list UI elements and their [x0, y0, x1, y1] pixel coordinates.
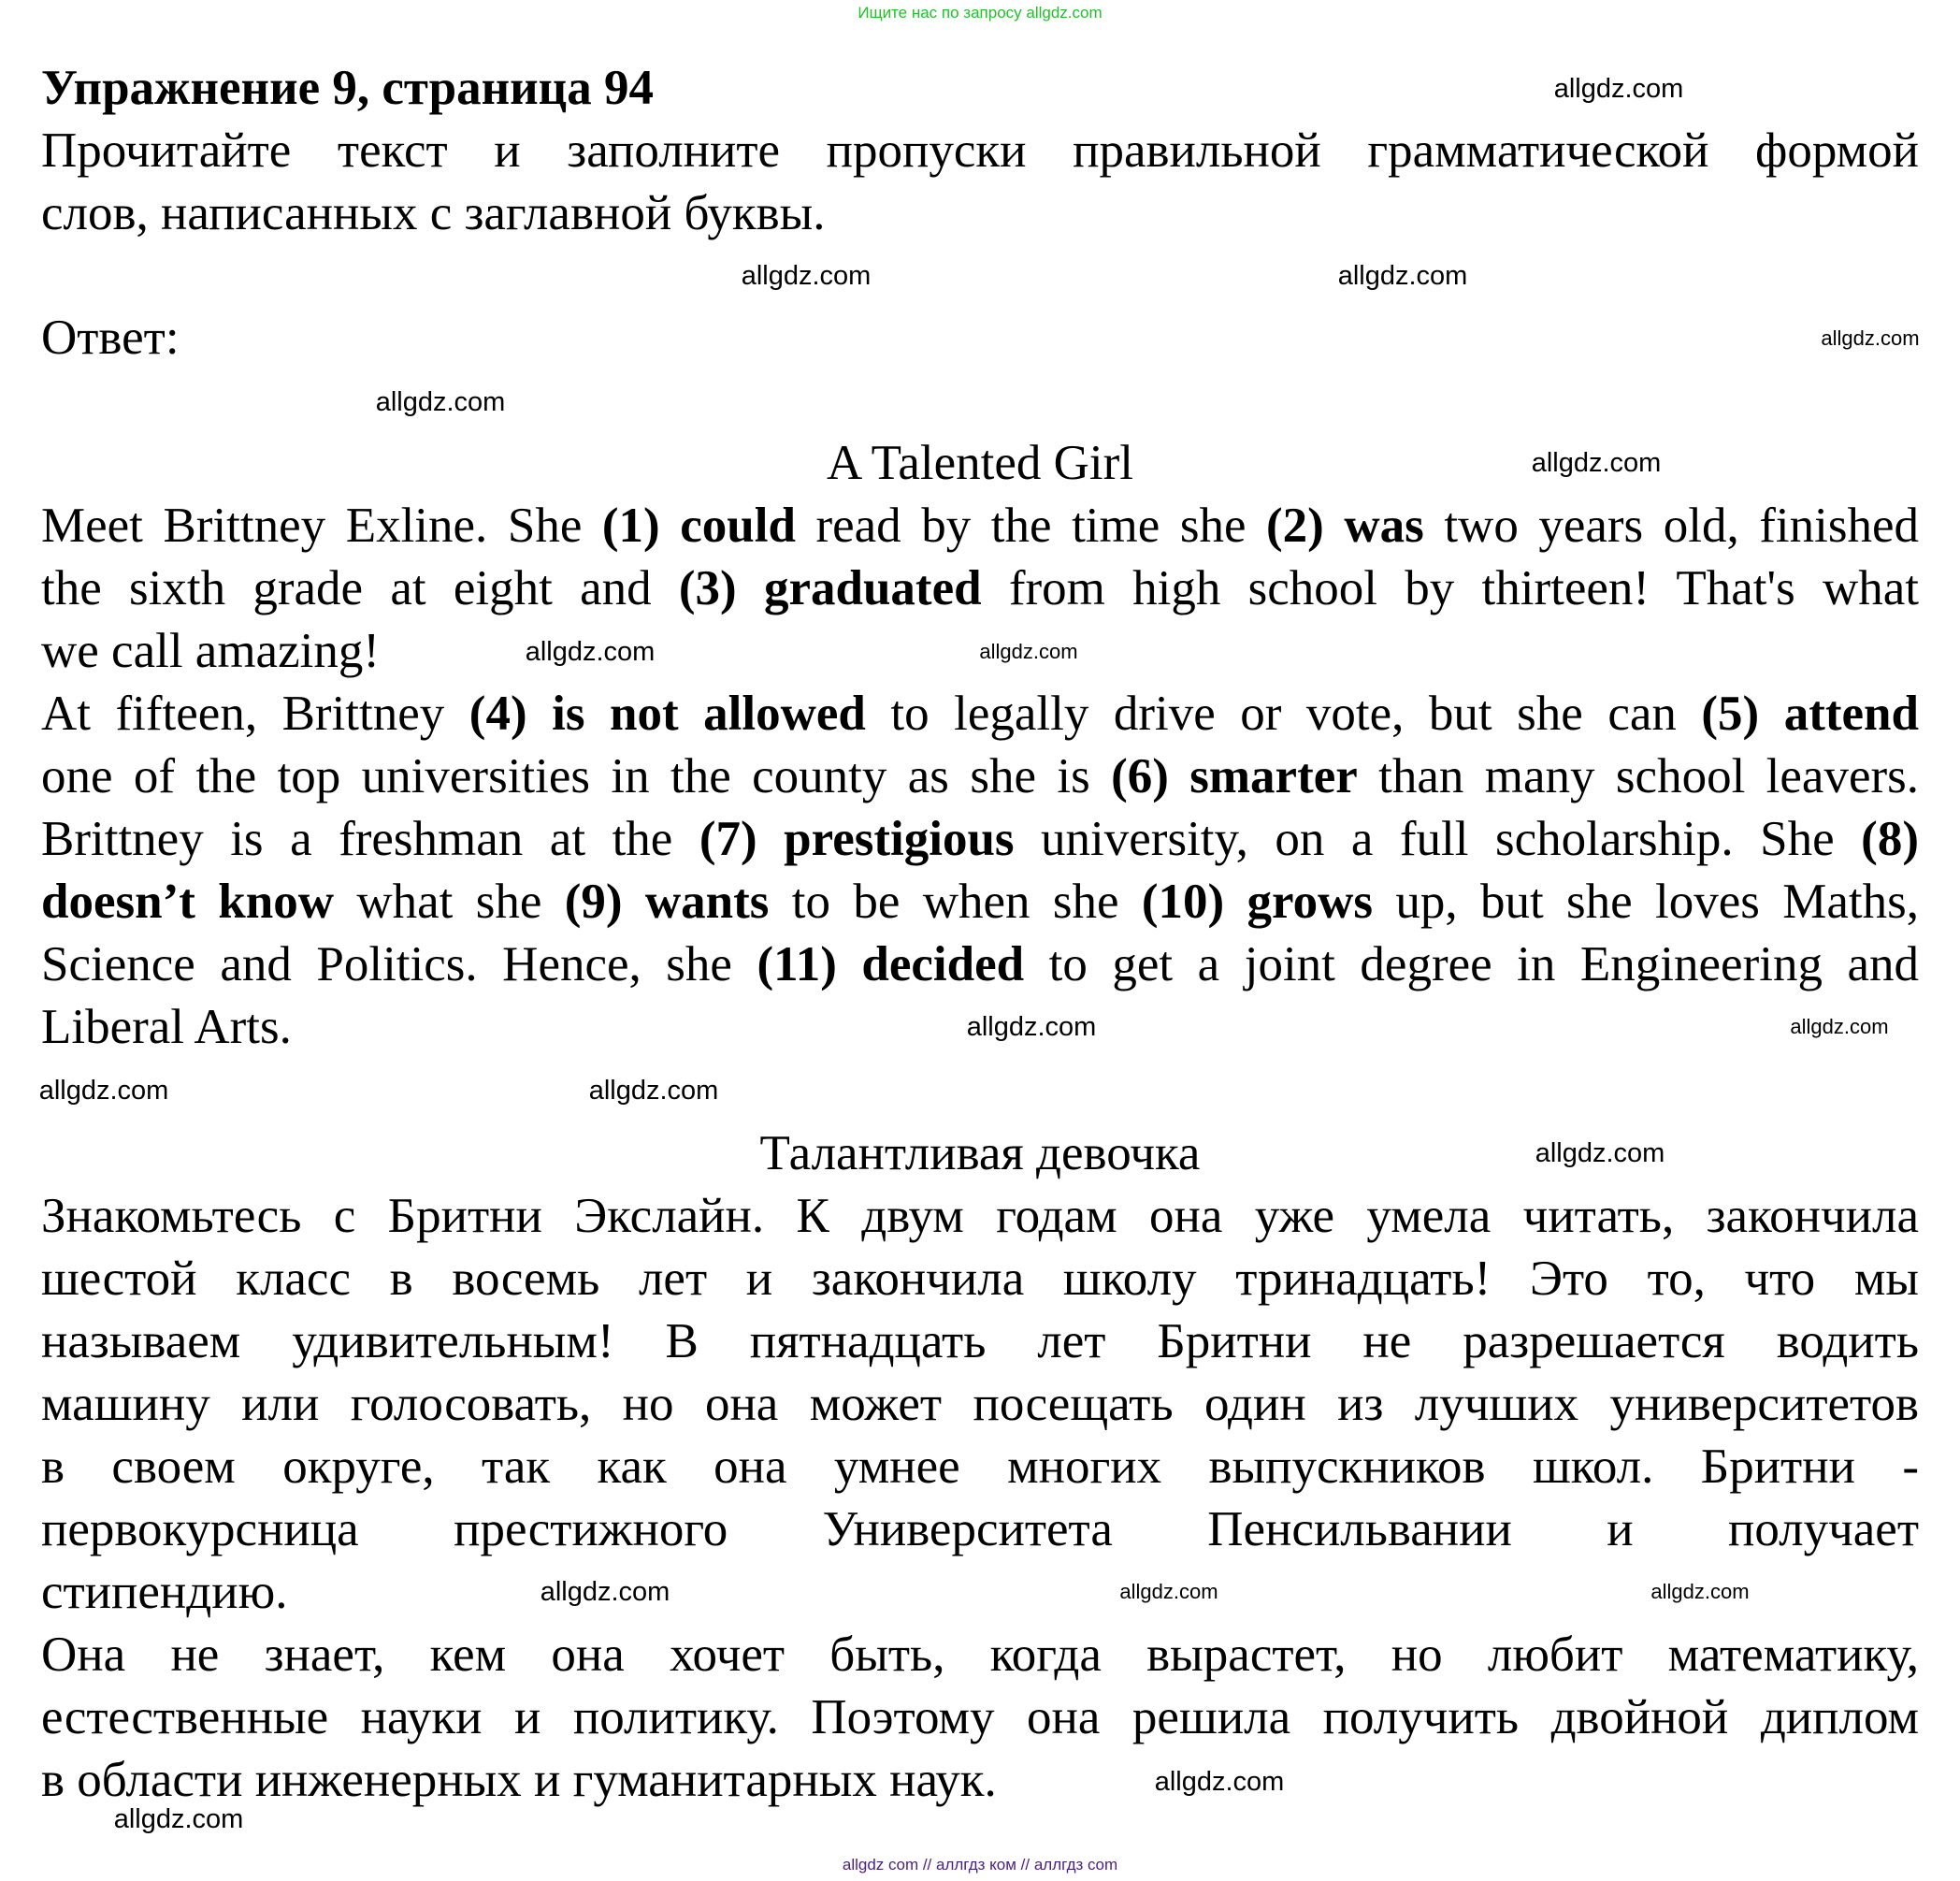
text-segment: Brittney is a freshman at the — [41, 812, 699, 866]
translation-line: Знакомьтесь с Бритни Экслайн. К двум годам она уже умела читать, закончила — [41, 1189, 1919, 1243]
answer-word: (11) decided — [757, 937, 1025, 991]
text-segment: to get a joint degree in Engineering and — [1024, 937, 1920, 991]
answer-label-block — [41, 307, 1919, 369]
bottom-banner[interactable]: allgdz com // аллгдз ком // аллгдз com — [842, 1856, 1118, 1874]
text-line — [41, 745, 1919, 808]
text-segment: what she — [333, 875, 565, 929]
instruction-line: Прочитайте текст и заполните пропуски правильной грамматической формой — [41, 123, 1919, 178]
text-segment: than many school leavers. — [1357, 749, 1920, 803]
answer-word: (5) attend — [1701, 687, 1919, 741]
translation-line: стипендию. — [41, 1565, 288, 1619]
watermark: allgdz.com — [38, 1076, 169, 1106]
text-line — [41, 933, 1919, 996]
answer-label: Ответ: — [41, 311, 180, 365]
exercise-title: Упражнение 9, страница 94 — [41, 61, 654, 115]
text-segment: Meet Brittney Exline. She — [41, 499, 602, 553]
answer-word: (8) — [1861, 812, 1919, 866]
watermark: allgdz.com — [741, 261, 872, 291]
translation-line: называем удивительным! В пятнадцать лет Бритни не разрешается водить — [41, 1314, 1919, 1368]
watermark: allgdz.com — [1790, 1015, 1889, 1038]
translation-line: в своем округе, так как она умнее многих выпускников школ. Бритни - — [41, 1440, 1919, 1494]
watermark: allgdz.com — [1650, 1580, 1750, 1603]
answer-word: (4) is not allowed — [468, 687, 866, 741]
translation-line: в области инженерных и гуманитарных наук. — [41, 1753, 997, 1807]
answer-word: (3) graduated — [678, 561, 982, 615]
answer-word: (9) wants — [564, 875, 770, 929]
watermark: allgdz.com — [113, 1804, 244, 1834]
translation-line: шестой класс в восемь лет и закончила школу тринадцать! Это то, что мы — [41, 1252, 1919, 1306]
text-segment: read by the time she — [795, 499, 1267, 553]
watermark: allgdz.com — [1154, 1767, 1285, 1797]
translation-line: первокурсница престижного Университета Пенсильвании и получает — [41, 1502, 1919, 1556]
answer-word: doesn’t know — [41, 875, 334, 929]
answer-word: (10) grows — [1141, 875, 1373, 929]
text-line — [41, 557, 1919, 620]
watermark: allgdz.com — [588, 1076, 719, 1106]
watermark: allgdz.com — [1553, 74, 1684, 104]
translation-line: Она не знает, кем она хочет быть, когда вырастет, но любит математику, — [41, 1628, 1919, 1682]
text-segment: to legally drive or vote, but she can — [865, 687, 1702, 741]
text-line — [41, 871, 1919, 933]
text-segment: one of the top universities in the county as she is — [41, 749, 1112, 803]
top-search-banner[interactable]: Ищите нас по запросу allgdz.com — [858, 4, 1102, 22]
text-segment: up, but she loves Maths, — [1373, 875, 1920, 929]
text-line — [41, 808, 1919, 871]
answer-word: (6) smarter — [1111, 749, 1358, 803]
translation-line: естественные науки и политику. Поэтому она решила получить двойной диплом — [41, 1690, 1919, 1744]
text-segment: from high school by thirteen! That's what — [981, 561, 1919, 615]
answer-word: (7) prestigious — [699, 812, 1015, 866]
text-line — [41, 495, 1919, 557]
watermark: allgdz.com — [1119, 1580, 1218, 1603]
watermark: allgdz.com — [1337, 261, 1468, 291]
text-segment: Liberal Arts. — [41, 1000, 292, 1054]
text-segment: to be when she — [769, 875, 1142, 929]
text-line — [41, 683, 1919, 745]
text-segment: we call amazing! — [41, 624, 380, 678]
watermark: allgdz.com — [979, 640, 1078, 663]
instruction-line: слов, написанных с заглавной буквы. — [41, 186, 826, 240]
watermark: allgdz.com — [1821, 326, 1920, 350]
english-title: A Talented Girl — [827, 436, 1133, 490]
text-segment: Science and Politics. Hence, she — [41, 937, 757, 991]
russian-translation — [41, 1122, 1919, 1812]
english-text — [41, 432, 1919, 1059]
watermark: allgdz.com — [1535, 1138, 1665, 1168]
text-segment: two years old, finished — [1423, 499, 1919, 553]
watermark: allgdz.com — [525, 637, 656, 667]
text-segment: At fifteen, Brittney — [41, 687, 469, 741]
answer-word: (2) was — [1266, 499, 1424, 553]
answer-word: (1) could — [601, 499, 796, 553]
watermark: allgdz.com — [375, 387, 506, 417]
watermark: allgdz.com — [1531, 448, 1662, 478]
translation-line: машину или голосовать, но она может посещать один из лучших университетов — [41, 1377, 1919, 1431]
text-segment: the sixth grade at eight and — [41, 561, 679, 615]
text-segment: university, on a full scholarship. She — [1014, 812, 1862, 866]
watermark: allgdz.com — [540, 1577, 670, 1607]
russian-title: Талантливая девочка — [759, 1126, 1201, 1180]
watermark: allgdz.com — [966, 1012, 1097, 1042]
